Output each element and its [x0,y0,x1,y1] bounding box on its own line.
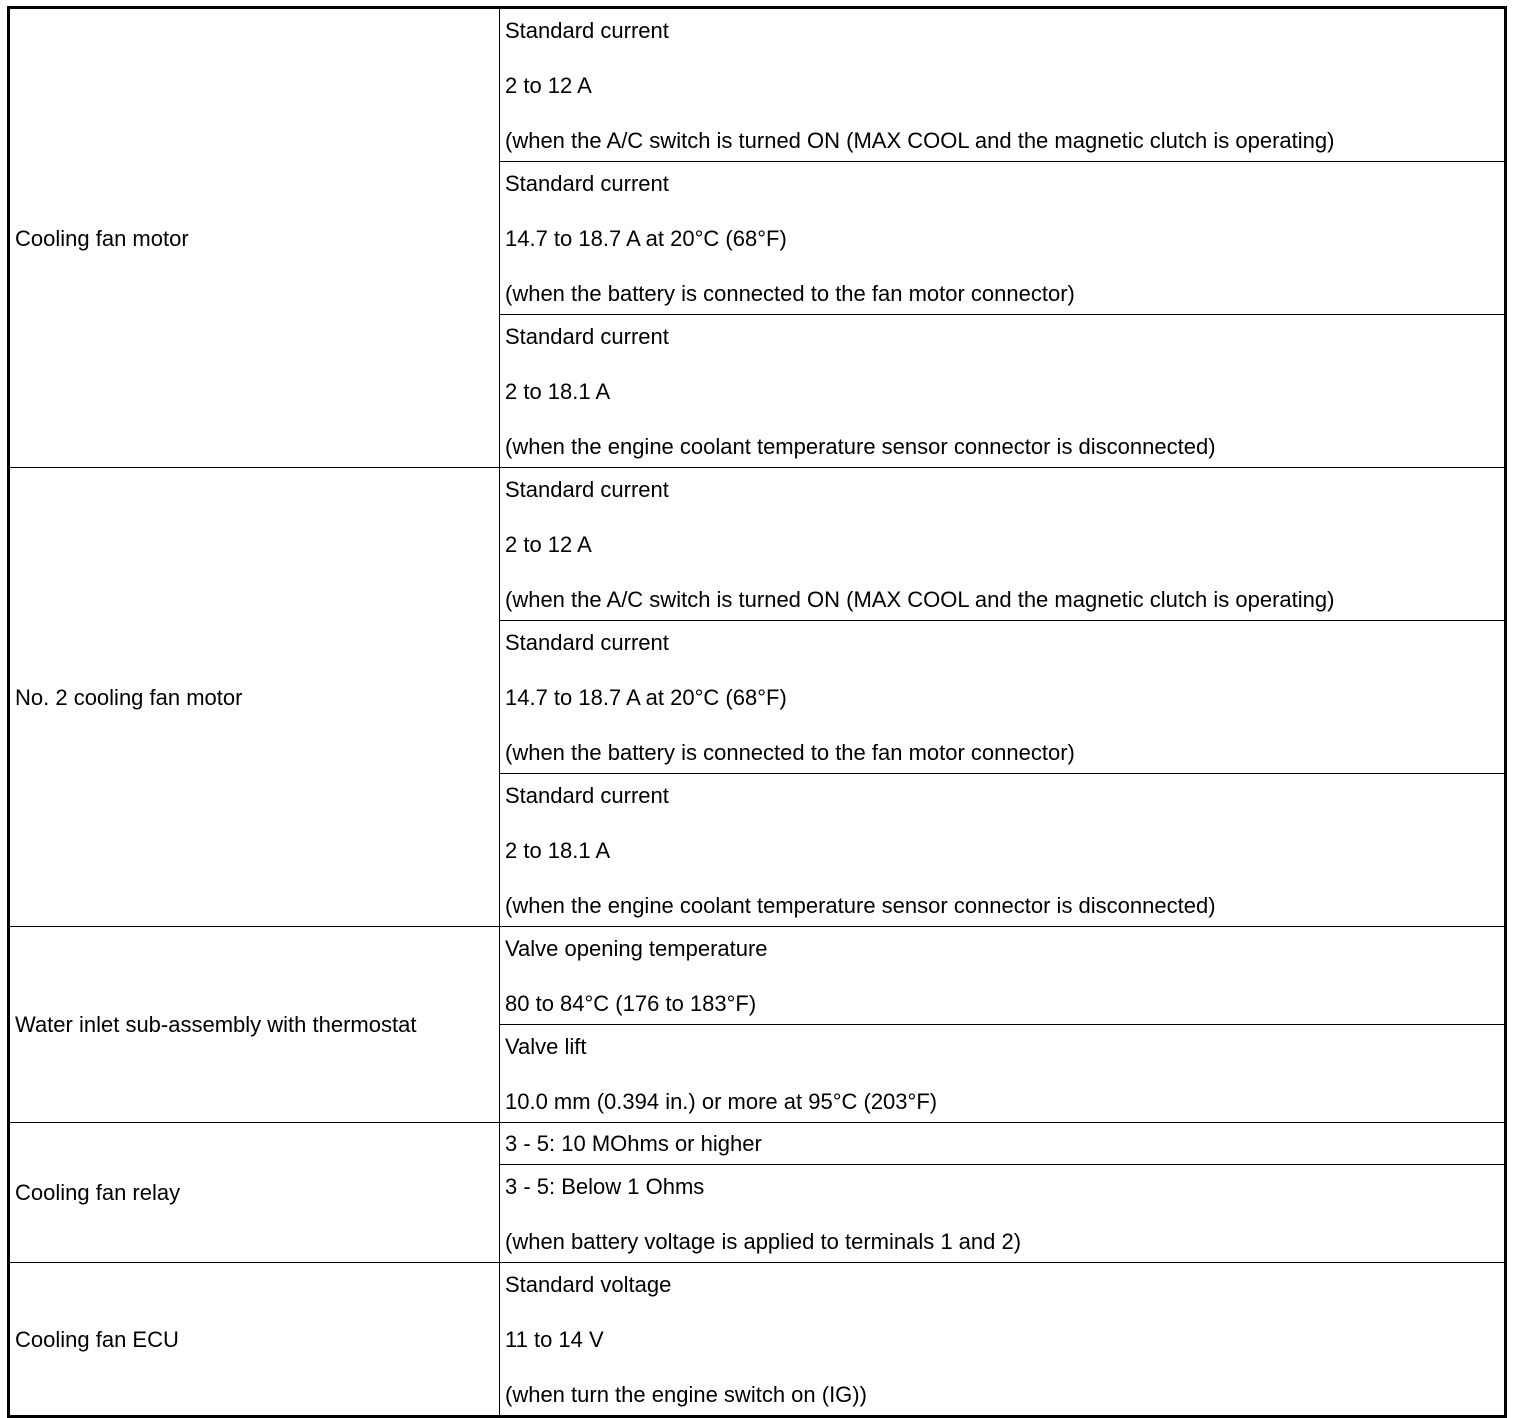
spec-cell [500,1165,1506,1263]
spec-line: Valve lift [505,1034,587,1059]
spec-line: 10.0 mm (0.394 in.) or more at 95°C (203°F) [505,1089,938,1114]
spec-line: (when turn the engine switch on (IG)) [505,1382,867,1407]
component-cell: Cooling fan ECU [9,1263,500,1417]
spec-line: (when the A/C switch is turned ON (MAX COOL and the magnetic clutch is operating) [505,587,1335,612]
component-cell: Water inlet sub-assembly with thermostat [9,927,500,1123]
spec-cell [500,774,1506,927]
table-row [9,927,1506,1025]
table-row [9,8,1506,162]
table-row [9,468,1506,621]
spec-line: Standard current [505,477,669,502]
spec-line: Standard current [505,783,669,808]
spec-line: (when the A/C switch is turned ON (MAX COOL and the magnetic clutch is operating) [505,128,1335,153]
specification-table [7,6,1507,1418]
spec-cell [500,162,1506,315]
spec-cell [500,621,1506,774]
spec-cell [500,927,1506,1025]
spec-line: (when the battery is connected to the fan motor connector) [505,281,1075,306]
spec-line: Standard current [505,630,669,655]
spec-cell [500,315,1506,468]
spec-line: (when battery voltage is applied to terminals 1 and 2) [505,1229,1022,1254]
spec-line: 80 to 84°C (176 to 183°F) [505,991,757,1016]
spec-line: 11 to 14 V [505,1327,604,1352]
component-cell: Cooling fan motor [9,8,500,468]
spec-line: 2 to 12 A [505,532,592,557]
spec-cell [500,1025,1506,1123]
spec-line: Standard current [505,18,669,43]
spec-line: Standard current [505,324,669,349]
table-row [9,1123,1506,1165]
spec-line: 3 - 5: Below 1 Ohms [505,1174,705,1199]
spec-cell [500,8,1506,162]
spec-line: 2 to 12 A [505,73,592,98]
spec-line: Standard voltage [505,1272,672,1297]
spec-line: 14.7 to 18.7 A at 20°C (68°F) [505,226,787,251]
spec-cell [500,1263,1506,1417]
table-row [9,1263,1506,1417]
component-cell: No. 2 cooling fan motor [9,468,500,927]
spec-line: 14.7 to 18.7 A at 20°C (68°F) [505,685,787,710]
spec-cell [500,468,1506,621]
spec-line: (when the battery is connected to the fan motor connector) [505,740,1075,765]
spec-line: 3 - 5: 10 MOhms or higher [505,1131,762,1156]
spec-line: 2 to 18.1 A [505,838,611,863]
spec-line: (when the engine coolant temperature sensor connector is disconnected) [505,434,1216,459]
spec-line: (when the engine coolant temperature sensor connector is disconnected) [505,893,1216,918]
spec-cell [500,1123,1506,1165]
spec-line: Standard current [505,171,669,196]
spec-line: 2 to 18.1 A [505,379,611,404]
component-cell: Cooling fan relay [9,1123,500,1263]
spec-line: Valve opening temperature [505,936,768,961]
